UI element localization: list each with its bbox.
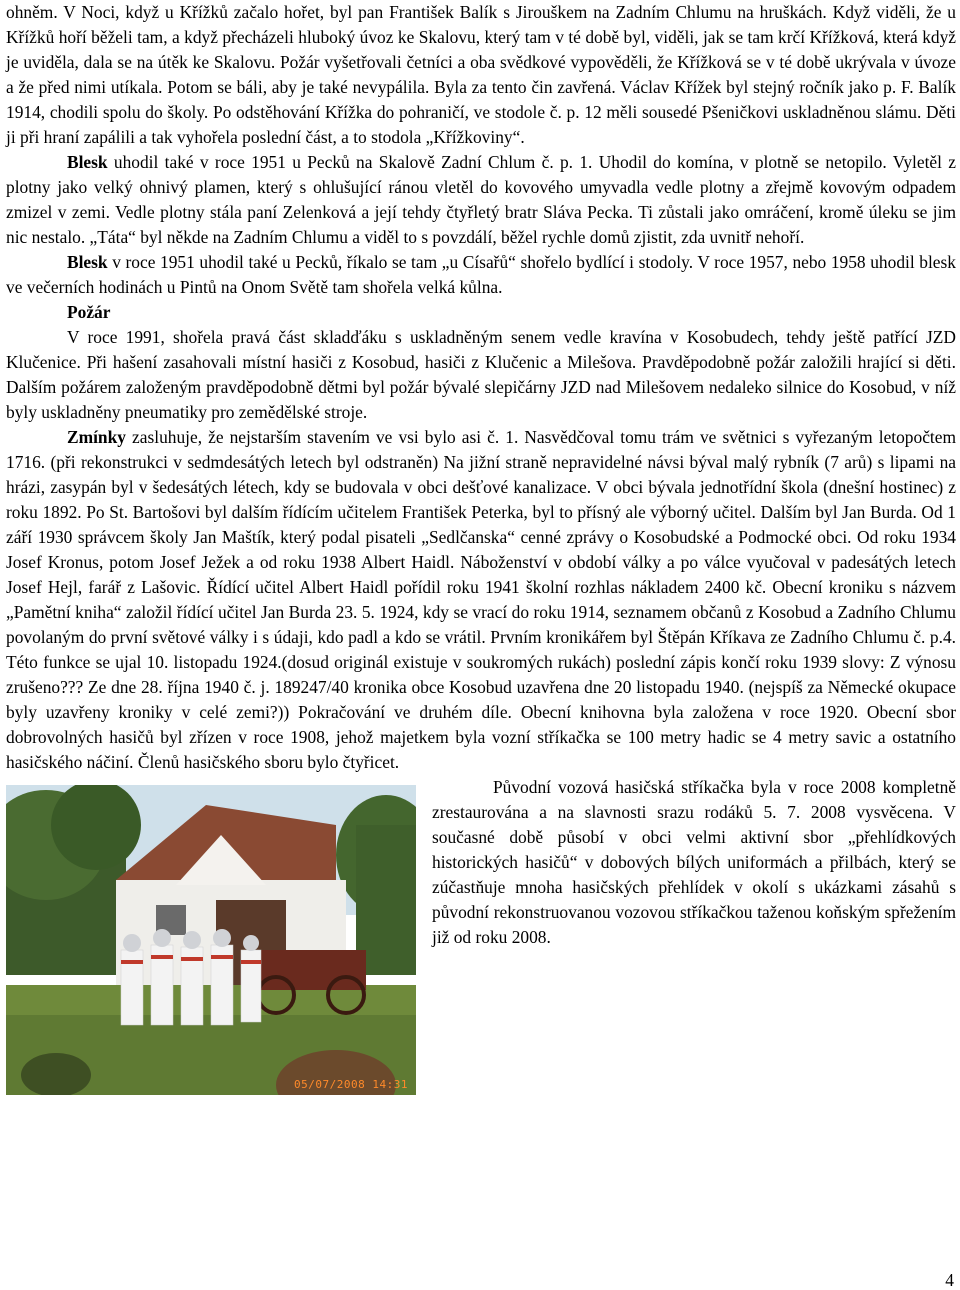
paragraph-fire-1991: V roce 1991, shořela pravá část skladďáku s uskladněným senem vedle kravína v Kosobudech, tehdy ještě patřící JZD Klučenice. Při hašení zasahovali místní hasiči z Kosobud, hasiči z Klučenic a Milešova. Pravděpodobně požár založili hrající si děti. Dalším požárem založeným pravděpodobně dětmi byl požár bývalé slepičárny JZD nad Milešovem nedaleko silnice do Kosobud, v níž byly uskladněny pneumatiky pro zemědělské stroje. [6,327,956,422]
paragraph-history-text: zasluhuje, že nejstarším stavením ve vsi bylo asi č. 1. Nasvědčoval tomu trám ve světnici s vyřezaným letopočtem 1716. (při rekonstrukci v sedmdesátých letech byl odstraněn) Na jižní straně nepravidelné návsi býval malý rybník (7 arů) s lipami na hrázi, zasypán byl v šedesátých létech, kdy se budovala v obci dešťové kanalizace. V obci bývala jednotřídní škola (dnešní hostinec) z roku 1892. Po St. Bartošovi byl dalším řídícím učitelem František Peterka, byl to přísný ale výborný učitel. Dalším byl Jan Burda. Od 1 září 1930 správcem školy Jan Maštík, který podal pisateli „Sedlčanska“ cenné zprávy o Kosobudské a Podmocké obci. Od roku 1934 Josef Kronus, potom Josef Ježek a od roku 1938 Albert Haidl. Náboženství v období války a po válce vyučoval v padesátých letech Josef Hejl, farář z Lašovic. Řídící učitel Albert Haidl pořídil roku 1941 školní rozhlas nákladem 2400 kč. Obecní kroniku s názvem „Pamětní kniha“ založil řídící učitel Jan Burda 23. 5. 1924, kdy se vrací do roku 1914, seznamem občanů z Kosobud a Zadního Chlumu povolaným do první světové války i s údaji, kdo padl a kdo se vrátil. Prvním kronikářem byl Štěpán Kříkava ze Zadního Chlumu č. p.4. Této funkce se ujal 10. listopadu 1924.(dosud originál existuje v soukromých rukách) poslední zápis končí roku 1939 slovy: Z výnosu zrušeno??? Ze dne 28. října 1940 č. j. 189247/40 kronika obce Kosobud uzavřena dne 20 listopadu 1940. (nejspíš za Německé okupace byly uzavřeny kroniky v celé zemi?)) Pokračování ve druhém díle. Obecní knihovna byla založena v roce 1920. Obecní sbor dobrovolných hasičů byl zřízen v roce 1908, jehož majetkem byla vozní stříkačka se 100 metry hadic se 4 metry savic a ostatního hasičského náčiní. Členů hasičského sboru bylo čtyřicet. [6,427,956,772]
paragraph-history [6,425,956,775]
paragraph-history-keyword: Zmínky [67,427,126,447]
paragraph-lightning-keyword: Blesk [67,152,108,172]
photo-date-stamp: 05/07/2008 14:31 [294,1078,408,1091]
page-number: 4 [945,1270,954,1290]
paragraph-lightning-1951 [6,150,956,250]
heading-pozar: Požár [67,302,111,322]
firefighters-photo [6,785,416,1095]
document-page [6,0,956,1095]
paragraph-lightning-text: uhodil také v roce 1951 u Pecků na Skalově Zadní Chlum č. p. 1. Uhodil do komína, v plotně se netopilo. Vyletěl z plotny jako velký ohnivý plamen, který s ohlušující ránou vletěl do kovového umyvadla vedle plotny a zřejmě kovovým odpadem zmizel v zemi. Vedle plotny stála paní Zelenková a její tehdy čtyřletý bratr Sláva Pecka. Ti zůstali jako omráčení, kromě úleku se jim nic nestalo. „Táta“ byl někde na Zadním Chlumu a viděl to s povzdálí, běžel rychle domů zjistit, zda uvnitř nehoří. [6,152,956,247]
paragraph-lightning-cisaru [6,250,956,300]
paragraph-kriz-fire: ohněm. V Noci, když u Křížků začalo hořet, byl pan František Balík s Jirouškem na Zadním Chlumu na hruškách. Když viděli, že u Křížků hoří běželi tam, a když přecházeli hluboký úvoz ke Skalovu, který tam v té době byl, viděli, jak se tam krčí Křížková, která když je uviděla, dala se na útěk ke Skalovu. Požár vyšetřovali četníci a oba svědkové vypověděli, že Křížková se v té době ukrývala v úvoze a že před nimi utíkala. Potom se báli, aby je také nevypálila. Byla za tento čin zavřená. Václav Křížek byl stejný ročník jako p. F. Balík 1914, chodili spolu do školy. Po odstěhování Křížka do pohraničí, ve stodole č. p. 12 měli sousedé Pšeničkovi uskladněnou slámu. Děti ji při hraní zapálili a tak vyhořela poslední část, a to stodola „Křížkoviny“. [6,2,956,147]
paragraph-lightning2-text: v roce 1951 uhodil také u Pecků, říkalo se tam „u Císařů“ shořelo bydlící i stodoly. V roce 1957, nebo 1958 uhodil blesk ve večerních hodinách u Pintů na Onom Světě tam shořela velká kůlna. [6,252,956,297]
paragraph-fire-cart: Původní vozová hasičská stříkačka byla v roce 2008 kompletně zrestaurována a na slavnosti srazu rodáků 5. 7. 2008 vysvěcena. V současné době působí v obci velmi aktivní sbor „přehlídkových historických hasičů“ v dobových bílých uniformách a přilbách, který se zúčastňuje mnoha hasičských přehlídek v okolí s ukázkami zásahů s původní rekonstruovanou vozovou stříkačkou taženou koňským spřežením již od roku 2008. [432,777,956,947]
paragraph-lightning2-keyword: Blesk [67,252,108,272]
photo-figure [6,785,416,1095]
